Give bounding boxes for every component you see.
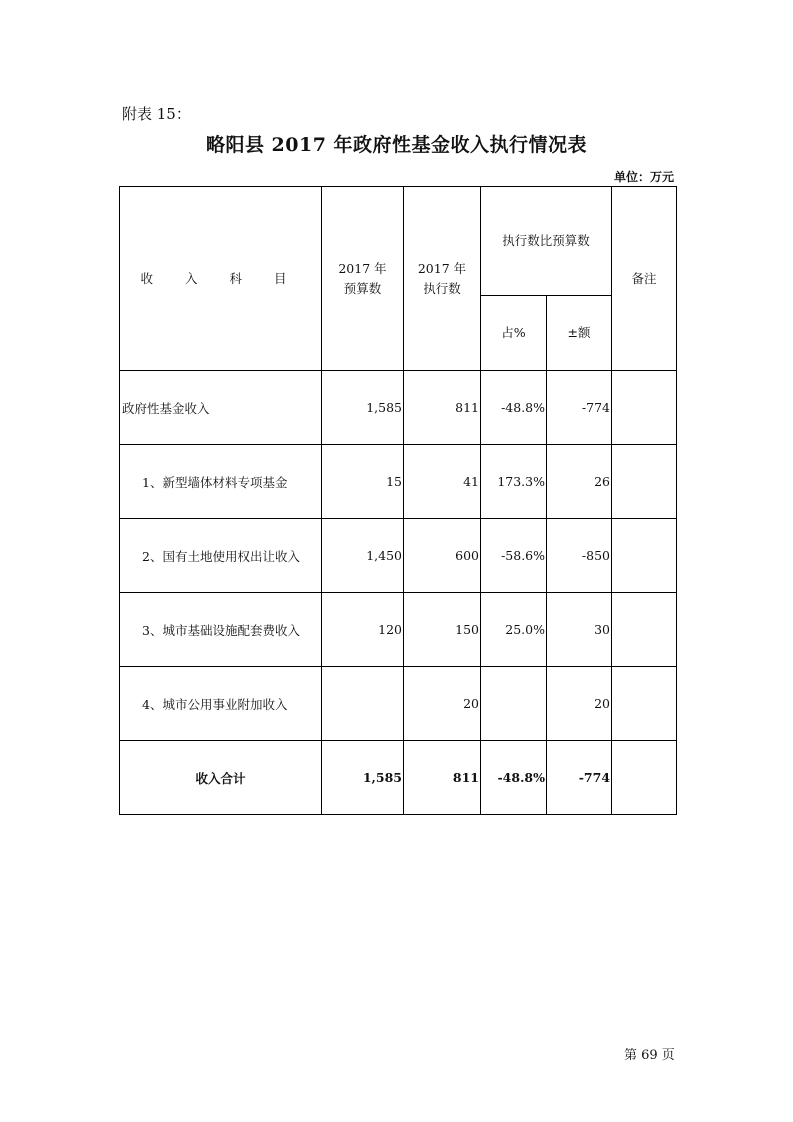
row-remarks (612, 519, 677, 593)
row-actual: 600 (404, 519, 481, 593)
row-amt: -850 (547, 519, 612, 593)
page-number: 第 69 页 (624, 1048, 675, 1063)
row-budget: 15 (322, 445, 404, 519)
header-subject-text: 收 入 科 目 (140, 270, 301, 286)
row-pct (481, 667, 547, 741)
fund-revenue-table (119, 186, 677, 815)
row-actual: 150 (404, 593, 481, 667)
row-budget: 1,450 (322, 519, 404, 593)
row-pct: 173.3% (481, 445, 547, 519)
row-name: 3、城市基础设施配套费收入 (120, 593, 322, 667)
row-name: 4、城市公用事业附加收入 (120, 667, 322, 741)
table-header-row (120, 187, 677, 296)
header-compare-pct: 占% (481, 296, 547, 371)
row-remarks (612, 371, 677, 445)
row-amt: 20 (547, 667, 612, 741)
unit-label: 单位：万元 (613, 170, 674, 184)
row-name: 1、新型墙体材料专项基金 (120, 445, 322, 519)
row-pct: 25.0% (481, 593, 547, 667)
table-total-row (120, 741, 677, 815)
table-row (120, 667, 677, 741)
row-amt: 26 (547, 445, 612, 519)
header-subject (120, 187, 322, 371)
table-row (120, 445, 677, 519)
row-pct: -48.8% (481, 371, 547, 445)
row-actual: 41 (404, 445, 481, 519)
total-amt: -774 (547, 741, 612, 815)
row-remarks (612, 593, 677, 667)
total-remarks (612, 741, 677, 815)
header-actual-line1: 2017 年 (417, 260, 467, 276)
row-pct: -58.6% (481, 519, 547, 593)
table-row (120, 519, 677, 593)
header-budget-line1: 2017 年 (338, 260, 387, 276)
attachment-label: 附表 15： (122, 105, 191, 123)
row-amt: -774 (547, 371, 612, 445)
row-remarks (612, 667, 677, 741)
row-name: 政府性基金收入 (120, 371, 322, 445)
header-actual (404, 187, 481, 371)
header-compare-group: 执行数比预算数 (481, 187, 612, 296)
row-budget: 1,585 (322, 371, 404, 445)
row-actual: 20 (404, 667, 481, 741)
header-compare-amt: ±额 (547, 296, 612, 371)
row-actual: 811 (404, 371, 481, 445)
header-budget-line2: 预算数 (343, 280, 382, 296)
total-pct: -48.8% (481, 741, 547, 815)
row-amt: 30 (547, 593, 612, 667)
header-actual-line2: 执行数 (423, 280, 461, 296)
row-remarks (612, 445, 677, 519)
total-actual: 811 (404, 741, 481, 815)
row-budget (322, 667, 404, 741)
total-name: 收入合计 (120, 741, 322, 815)
total-budget: 1,585 (322, 741, 404, 815)
row-budget: 120 (322, 593, 404, 667)
table-row (120, 593, 677, 667)
page-title: 略阳县 2017 年政府性基金收入执行情况表 (205, 134, 588, 156)
header-remarks: 备注 (612, 187, 677, 371)
row-name: 2、国有土地使用权出让收入 (120, 519, 322, 593)
table-row (120, 371, 677, 445)
header-budget (322, 187, 404, 371)
